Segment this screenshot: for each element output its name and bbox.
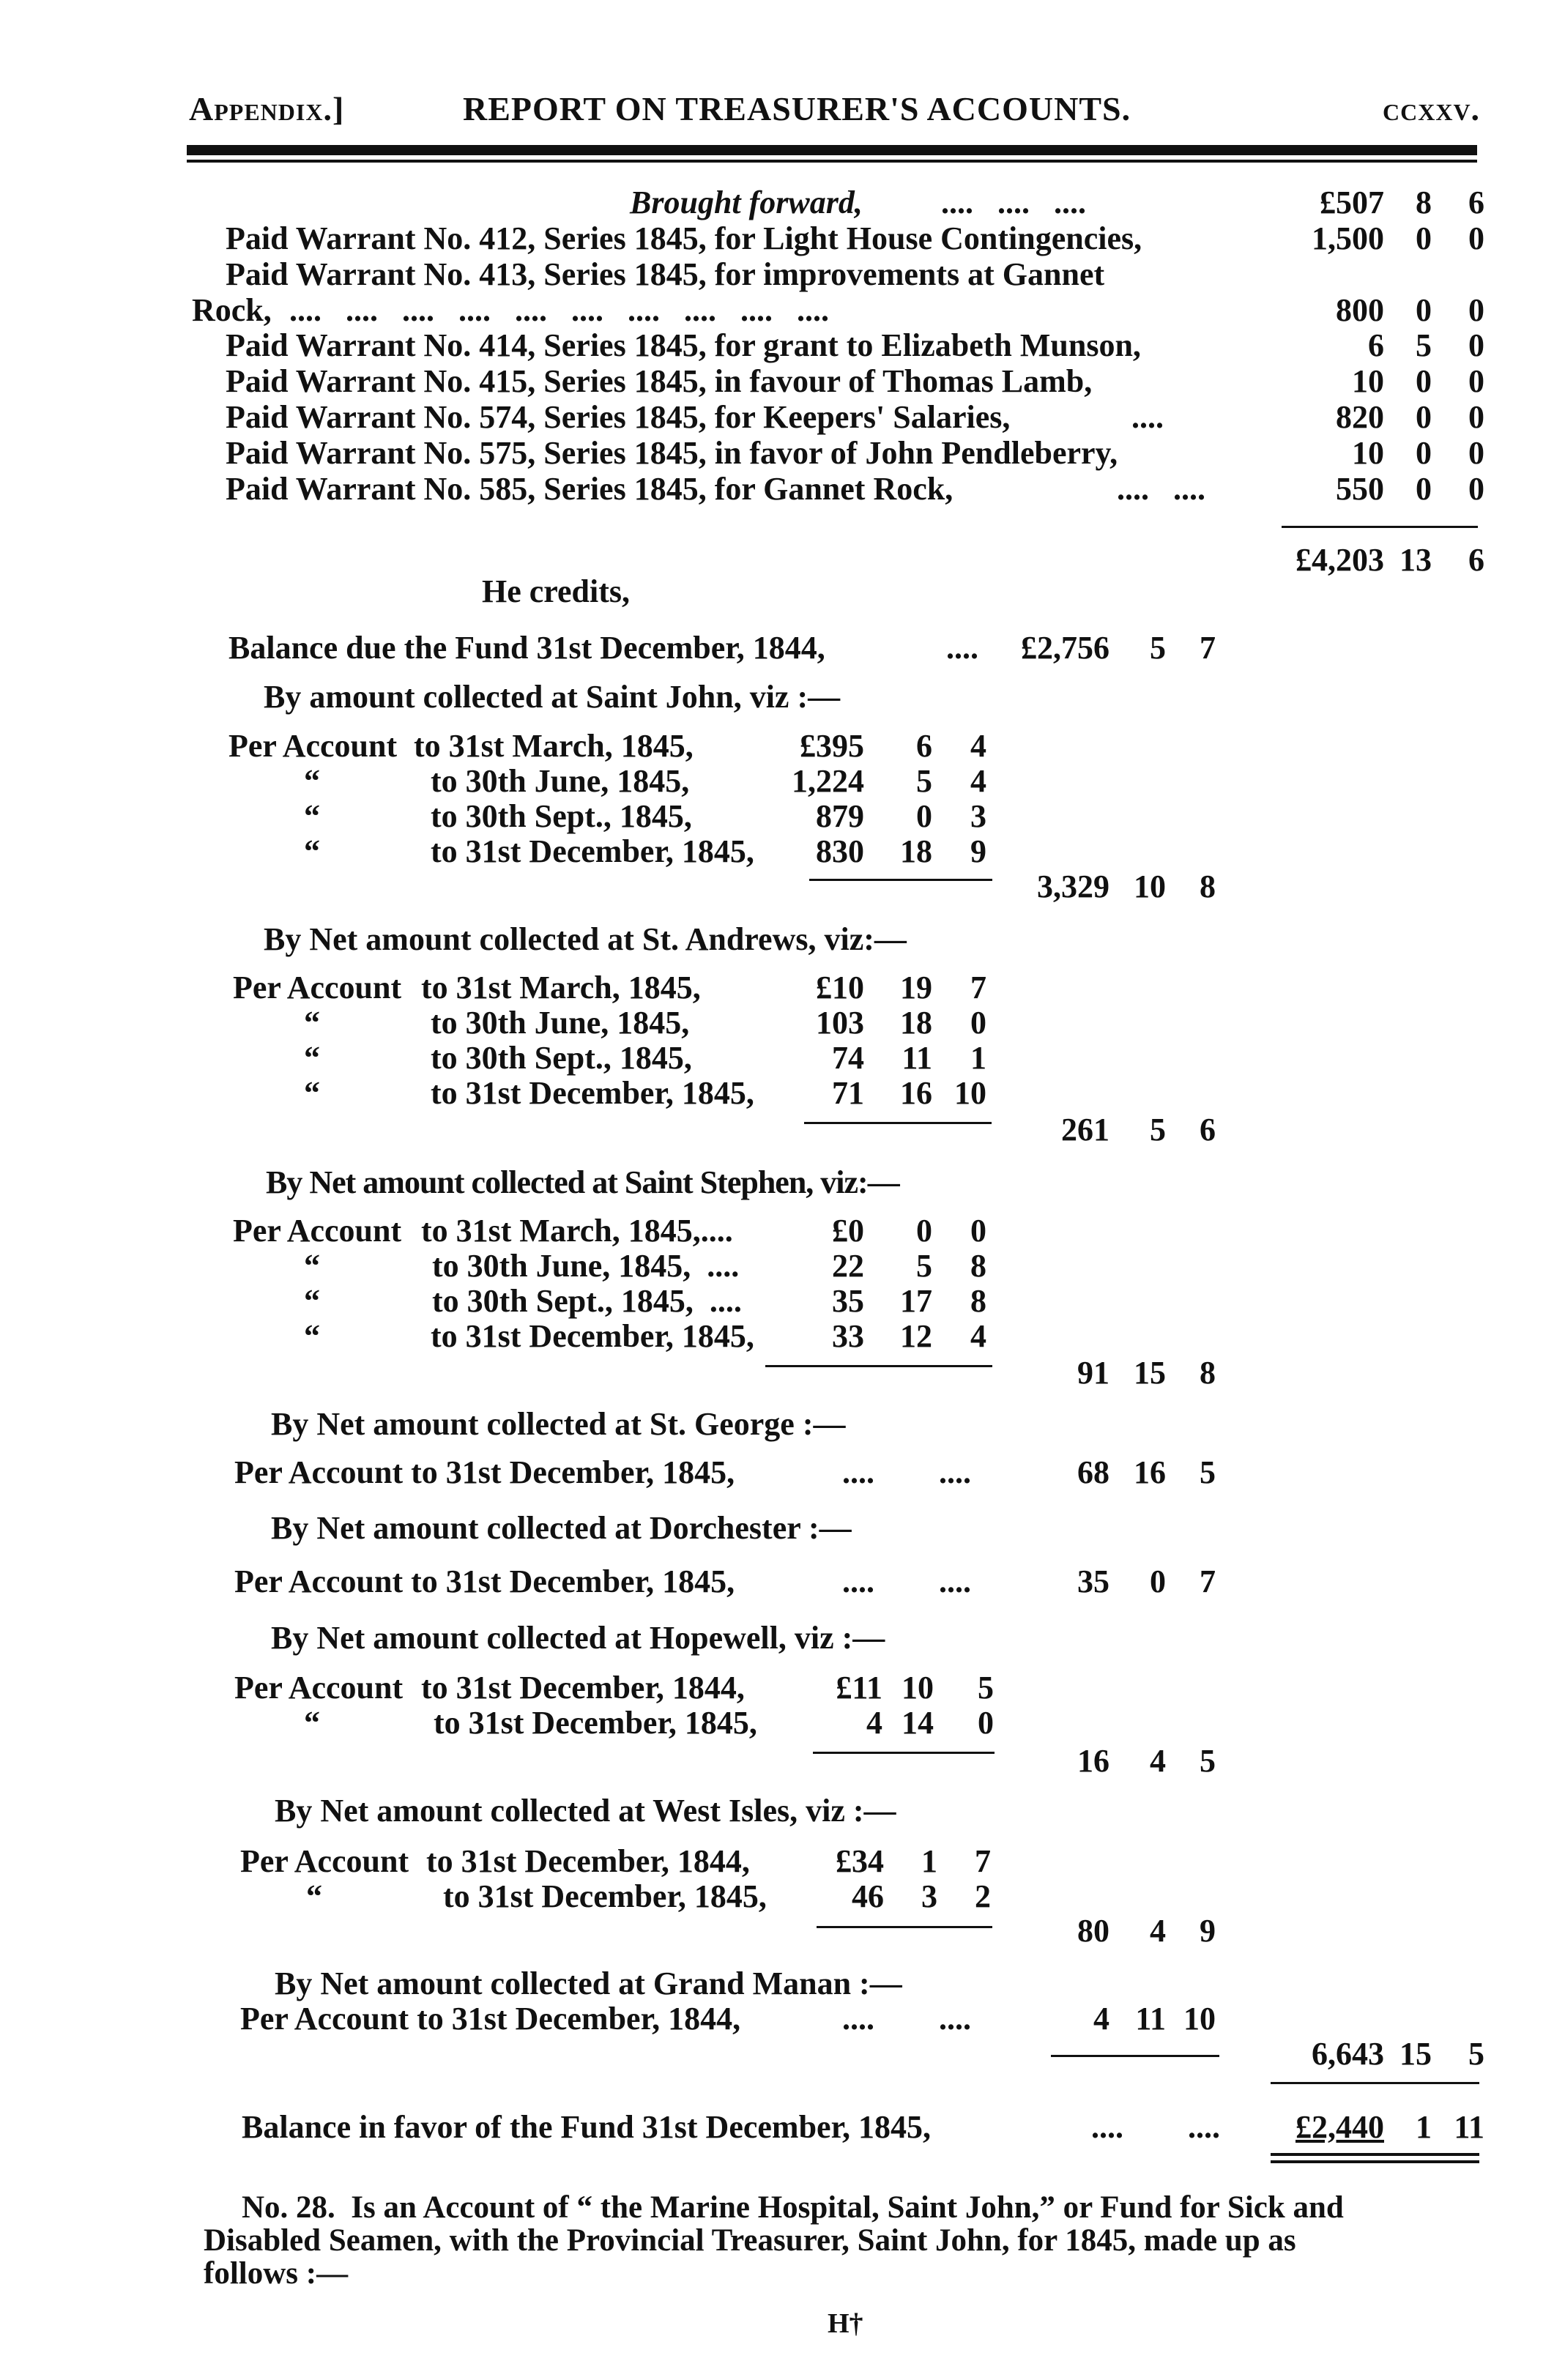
entry-label: Per Account [233,1213,402,1249]
entry-date: to 31st December, 1844, [426,1843,750,1879]
entry-shillings: 3 [921,1878,937,1914]
entry-label: Per Account [240,1843,409,1879]
section-heading-st-andrews: By Net amount collected at St. Andrews, viz:— [264,921,907,957]
double-rule-top [1271,2153,1479,2156]
entry-pounds: 22 [832,1248,864,1284]
entry-shillings: 14 [902,1705,934,1741]
entry-pounds: 46 [852,1878,884,1914]
section-heading-grand-manan: By Net amount collected at Grand Manan :— [275,1966,902,2001]
amount-pence: 0 [1468,292,1484,328]
ditto-mark: “ [304,1005,320,1041]
subtotal-pounds: 16 [1077,1743,1109,1779]
subtotal-shillings: 0 [1150,1563,1166,1599]
ditto-mark: “ [304,833,320,869]
entry-date: to 31st December, 1844, [421,1670,745,1706]
ditto-mark: “ [304,1318,320,1354]
payment-row: Paid Warrant No. 585, Series 1845, for Gannet Rock, [226,471,954,507]
entry-shillings: 18 [900,833,932,869]
amount-pounds: 6 [1368,327,1384,363]
amount-pounds: £507 [1320,185,1384,220]
entry-pounds: £0 [832,1213,864,1249]
amount-shillings: 0 [1416,471,1432,507]
amount-shillings: 0 [1416,399,1432,435]
subtotal-pounds: 4 [1093,2001,1109,2037]
leader-dots: .... .... [1117,471,1205,507]
subtotal-shillings: 4 [1150,1743,1166,1779]
section-heading-st-george: By Net amount collected at St. George :— [271,1406,846,1442]
amount-pence: 0 [1468,471,1484,507]
entry-shillings: 5 [916,1248,932,1284]
subtotal-shillings: 11 [1135,2001,1166,2037]
signature-mark: H† [828,2308,863,2339]
amount-shillings: 0 [1416,363,1432,399]
entry-pence: 0 [970,1213,986,1249]
entry-shillings: 18 [900,1005,932,1041]
section-heading-saint-john: By amount collected at Saint John, viz :— [264,679,841,715]
ditto-mark: “ [304,1040,320,1076]
amount-pence: 0 [1468,435,1484,471]
ditto-mark: “ [304,1075,320,1111]
section-heading-west-isles: By Net amount collected at West Isles, viz :— [275,1793,896,1829]
entry-pence: 0 [978,1705,994,1741]
subtotal-pounds: 91 [1077,1355,1109,1391]
entry-date: to 31st March, 1845, [414,728,694,764]
entry-date: to 30th Sept., 1845, [431,798,692,834]
header-rule-thick [187,145,1477,155]
entry-pounds: £11 [836,1670,882,1706]
entry-pounds: 1,224 [792,763,864,799]
balance-1845-label: Balance in favor of the Fund 31st December, 1845, [242,2109,932,2145]
entry-line: Per Account to 31st December, 1845, [234,1454,735,1490]
subtotal-pounds: 3,329 [1037,869,1109,904]
amount-shillings: 0 [1416,292,1432,328]
entry-label: Per Account [228,728,398,764]
leader-dots: .... .... [1091,2109,1220,2145]
entry-pence: 8 [970,1248,986,1284]
subtotal-shillings: 5 [1150,1112,1166,1148]
subtotal-pounds: 68 [1077,1454,1109,1490]
payment-row: Paid Warrant No. 412, Series 1845, for Light House Contingencies, [226,220,1142,256]
payments-total-pounds: £4,203 [1296,542,1384,578]
entry-shillings: 17 [900,1283,932,1319]
entry-shillings: 0 [916,798,932,834]
balance-1844-label: Balance due the Fund 31st December, 1844, [228,630,825,666]
balance-pence: 11 [1454,2109,1484,2145]
entry-line: Per Account to 31st December, 1845, [234,1563,735,1599]
subtotal-pounds: 35 [1077,1563,1109,1599]
entry-pence: 2 [975,1878,991,1914]
subtotal-shillings: 4 [1150,1913,1166,1949]
entry-line: Per Account to 31st December, 1844, [240,2001,741,2037]
entry-pence: 9 [970,833,986,869]
ditto-mark: “ [304,1248,320,1284]
sum-rule [817,1926,992,1928]
entry-pounds: 830 [816,833,864,869]
balance-shillings: 1 [1416,2109,1432,2145]
leader-dots: .... [946,630,978,666]
ditto-mark: “ [304,1283,320,1319]
amount-pounds: 10 [1352,363,1384,399]
sum-rule [765,1365,992,1367]
sum-rule [809,879,992,881]
entry-date: to 31st March, 1845, [421,970,701,1005]
subtotal-shillings: 5 [1150,630,1166,666]
page-number: ccxxv. [1383,90,1481,127]
section-heading-dorchester: By Net amount collected at Dorchester :— [271,1510,852,1546]
section-heading-saint-stephen: By Net amount collected at Saint Stephen, viz:— [266,1164,899,1200]
subtotal-pence: 5 [1200,1454,1216,1490]
entry-date: to 30th Sept., 1845, .... [432,1283,742,1319]
subtotal-pounds: £2,756 [1021,630,1109,666]
sum-rule [813,1752,995,1754]
entry-pounds: £10 [816,970,864,1005]
entry-pence: 0 [970,1005,986,1041]
entry-pence: 8 [970,1283,986,1319]
entry-date: to 30th June, 1845, [431,1005,690,1041]
amount-pounds: 1,500 [1312,220,1384,256]
entry-label: Per Account [233,970,402,1005]
ditto-mark: “ [306,1878,322,1914]
page-title: REPORT ON TREASURER'S ACCOUNTS. [463,90,1131,127]
subtotal-pence: 7 [1200,1563,1216,1599]
ditto-mark: “ [304,798,320,834]
payment-row: Paid Warrant No. 414, Series 1845, for grant to Elizabeth Munson, [226,327,1141,363]
credits-total-shillings: 15 [1399,2036,1432,2072]
credits-total-pounds: 6,643 [1312,2036,1384,2072]
note-line: No. 28. Is an Account of “ the Marine Hospital, Saint John,” or Fund for Sick and [242,2190,1344,2225]
subtotal-pence: 6 [1200,1112,1216,1148]
double-rule-bottom [1271,2160,1479,2163]
entry-pounds: 71 [832,1075,864,1111]
credits-heading: He credits, [482,573,631,609]
subtotal-pounds: 80 [1077,1913,1109,1949]
subtotal-shillings: 16 [1134,1454,1166,1490]
entry-pence: 1 [970,1040,986,1076]
entry-date: to 31st December, 1845, [431,1075,754,1111]
balance-pounds: £2,440 [1296,2109,1384,2145]
payment-row: Paid Warrant No. 574, Series 1845, for Keepers' Salaries, [226,399,1011,435]
header-rule-thin [187,160,1477,163]
entry-date: to 31st December, 1845, [431,1318,754,1354]
entry-pence: 7 [975,1843,991,1879]
note-line: follows :— [204,2256,349,2291]
amount-pence: 0 [1468,220,1484,256]
leader-dots: .... [1131,399,1164,435]
subtotal-pence: 8 [1200,869,1216,904]
leader-dots: .... .... .... .... .... .... .... .... .... .... [289,292,829,328]
subtotal-pence: 9 [1200,1913,1216,1949]
amount-shillings: 0 [1416,435,1432,471]
entry-pounds: 33 [832,1318,864,1354]
entry-pounds: 4 [866,1705,882,1741]
entry-shillings: 11 [902,1040,932,1076]
sum-rule [1282,526,1478,528]
entry-pounds: 879 [816,798,864,834]
entry-shillings: 16 [900,1075,932,1111]
entry-date: to 31st December, 1845, [431,833,754,869]
brought-forward-dots: .... .... .... [941,185,1086,220]
entry-label: Per Account [234,1670,404,1706]
entry-pence: 4 [970,728,986,764]
leader-dots: .... .... [842,1563,971,1599]
entry-pounds: 35 [832,1283,864,1319]
subtotal-shillings: 10 [1134,869,1166,904]
amount-pounds: 550 [1336,471,1384,507]
payment-row-continued: Rock, [192,292,272,328]
subtotal-pounds: 261 [1061,1112,1109,1148]
subtotal-pence: 8 [1200,1355,1216,1391]
amount-pounds: 800 [1336,292,1384,328]
entry-pence: 7 [970,970,986,1005]
entry-pence: 10 [954,1075,986,1111]
entry-date: to 31st December, 1845, [443,1878,767,1914]
entry-pounds: 103 [816,1005,864,1041]
entry-pounds: £395 [800,728,864,764]
subtotal-pence: 7 [1200,630,1216,666]
entry-date: to 30th Sept., 1845, [431,1040,692,1076]
section-heading-hopewell: By Net amount collected at Hopewell, viz :— [271,1620,885,1656]
credits-total-pence: 5 [1468,2036,1484,2072]
leader-dots: .... .... [842,2001,971,2037]
header-appendix: Appendix.] [189,90,345,127]
payments-total-shillings: 13 [1399,542,1432,578]
ditto-mark: “ [304,1705,320,1741]
subtotal-shillings: 15 [1134,1355,1166,1391]
amount-pence: 6 [1468,185,1484,220]
amount-shillings: 8 [1416,185,1432,220]
payment-row: Paid Warrant No. 415, Series 1845, in favour of Thomas Lamb, [226,363,1093,399]
amount-pence: 0 [1468,399,1484,435]
entry-pence: 5 [978,1670,994,1706]
entry-date: to 30th June, 1845, .... [432,1248,740,1284]
amount-shillings: 5 [1416,327,1432,363]
entry-shillings: 10 [902,1670,934,1706]
entry-pence: 4 [970,1318,986,1354]
amount-pence: 0 [1468,327,1484,363]
entry-shillings: 19 [900,970,932,1005]
entry-pounds: 74 [832,1040,864,1076]
entry-shillings: 0 [916,1213,932,1249]
sum-rule [804,1122,992,1124]
leader-dots: .... .... [842,1454,971,1490]
payment-row: Paid Warrant No. 575, Series 1845, in favor of John Pendleberry, [226,435,1118,471]
entry-pence: 3 [970,798,986,834]
entry-shillings: 1 [921,1843,937,1879]
entry-shillings: 6 [916,728,932,764]
entry-pence: 4 [970,763,986,799]
entry-shillings: 5 [916,763,932,799]
sum-rule [1051,2055,1219,2057]
subtotal-pence: 10 [1183,2001,1216,2037]
entry-shillings: 12 [900,1318,932,1354]
brought-forward-label: Brought forward, [630,185,863,220]
amount-shillings: 0 [1416,220,1432,256]
payments-total-pence: 6 [1468,542,1484,578]
amount-pounds: 820 [1336,399,1384,435]
entry-date: to 30th June, 1845, [431,763,690,799]
entry-date: to 31st March, 1845,.... [421,1213,733,1249]
amount-pence: 0 [1468,363,1484,399]
entry-date: to 31st December, 1845, [434,1705,757,1741]
subtotal-pence: 5 [1200,1743,1216,1779]
amount-pounds: 10 [1352,435,1384,471]
entry-pounds: £34 [836,1843,884,1879]
ditto-mark: “ [304,763,320,799]
payment-row: Paid Warrant No. 413, Series 1845, for improvements at Gannet [226,256,1105,292]
sum-rule [1271,2082,1479,2084]
note-line: Disabled Seamen, with the Provincial Treasurer, Saint John, for 1845, made up as [204,2223,1296,2258]
